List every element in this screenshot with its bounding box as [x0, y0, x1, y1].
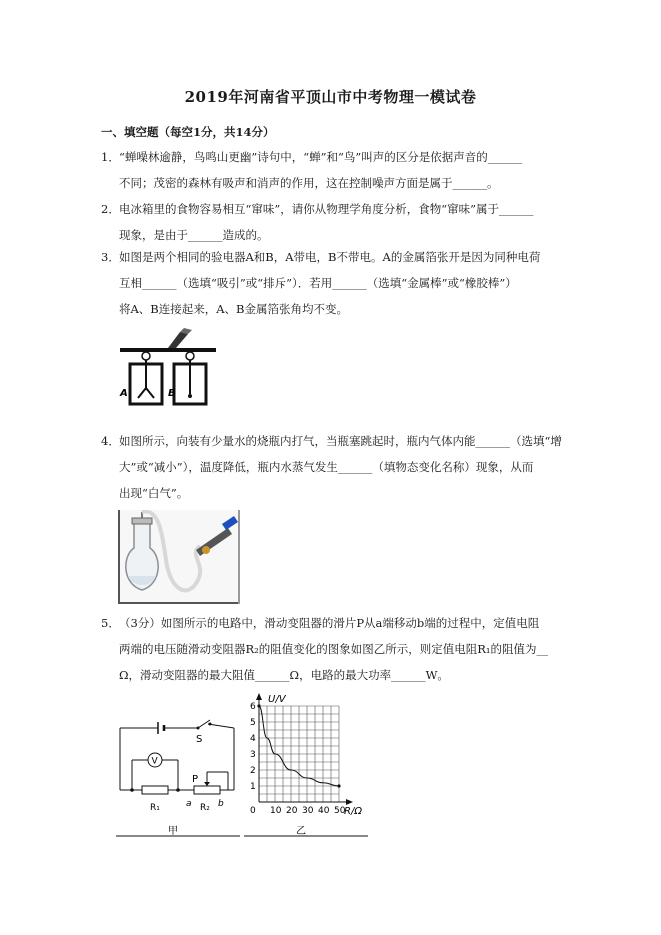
electroscope-a-knob — [142, 352, 150, 360]
label-a: A — [120, 388, 128, 399]
voltage-resistance-chart — [240, 690, 368, 842]
electroscope-figure — [118, 328, 218, 412]
x-axis-label: R/Ω — [344, 806, 362, 817]
slider-arrow-icon — [204, 782, 210, 786]
question-number: 1． — [101, 150, 120, 164]
question-text: 如图所示，向装有少量水的烧瓶内打气，当瓶塞跳起时，瓶内气体内能______（选填“增 — [119, 434, 562, 448]
question-5 — [101, 610, 569, 688]
flask-pump-figure — [118, 510, 240, 604]
y-tick-label: 6 — [250, 702, 256, 712]
chart-grid — [259, 706, 339, 802]
x-tick-label: 30 — [302, 806, 314, 816]
question-text: 两端的电压随滑动变阻器R₂的阻值变化的图象如图乙所示，则定值电阻R₁的阻值为__ — [119, 642, 549, 656]
question-number: 2． — [101, 202, 120, 216]
chart-caption: 乙 — [296, 826, 306, 837]
x-tick-label: 50 — [334, 806, 346, 816]
y-tick-label: 4 — [250, 734, 256, 744]
question-text: “蝉噪林逾静，鸟鸣山更幽”诗句中，“蝉”和“鸟”叫声的区分是依据声音的______ — [119, 150, 523, 164]
r2-label: R₂ — [200, 803, 210, 813]
question-text: 互相______（选填“吸引”或“排斥”）．若用______（选填“金属棒”或“橡胶棒”） — [119, 276, 517, 290]
end-b-label: b — [218, 799, 224, 809]
diagram-caption: 甲 — [168, 826, 178, 837]
x-tick-label: 20 — [286, 806, 298, 816]
rheostat-r2 — [194, 786, 220, 794]
question-text: 现象，是由于______造成的。 — [119, 228, 269, 242]
question-4 — [101, 428, 569, 506]
question-text: 不同；茂密的森林有吸声和消声的作用，这在控制噪声方面是属于______。 — [119, 176, 499, 190]
question-number: 5． — [101, 616, 120, 630]
y-tick-label: 1 — [250, 782, 256, 792]
circuit-diagram — [112, 712, 242, 842]
question-text: （3分）如图所示的电路中，滑动变阻器的滑片P从a端移动b端的过程中，定值电阻 — [119, 616, 540, 630]
switch-label: S — [196, 734, 203, 745]
question-3 — [101, 244, 569, 322]
question-2 — [101, 196, 569, 248]
question-text: Ω，滑动变阻器的最大阻值______Ω，电路的最大功率______W。 — [119, 668, 449, 682]
data-point — [337, 784, 340, 787]
x-tick-label: 0 — [250, 806, 256, 816]
exam-title: 2019年河南省平顶山市中考物理一模试卷 — [184, 88, 477, 106]
question-text: 电冰箱里的食物容易相互“窜味”，请你从物理学角度分析，食物“窜味”属于______ — [119, 202, 534, 216]
question-1 — [101, 144, 569, 196]
end-a-label: a — [186, 799, 192, 809]
question-text: 出现“白气”。 — [119, 486, 189, 500]
connecting-rod — [120, 348, 216, 352]
x-tick-label: 40 — [318, 806, 330, 816]
voltmeter-label: V — [151, 756, 158, 767]
data-point — [257, 704, 260, 707]
slider-label: P — [192, 774, 199, 785]
stopper — [132, 518, 152, 524]
electroscope-b-knob — [186, 352, 194, 360]
resistor-r1 — [142, 786, 168, 794]
x-tick-label: 10 — [270, 806, 282, 816]
section-heading: 一、填空题（每空1分，共14分） — [101, 125, 275, 139]
question-text: 将A、B连接起来，A、B金属箔张角均不变。 — [119, 302, 349, 316]
question-number: 3． — [101, 250, 120, 264]
y-tick-label: 3 — [250, 750, 256, 760]
question-text: 如图是两个相同的验电器A和B，A带电，B不带电。A的金属箔张开是因为同种电荷 — [119, 250, 541, 264]
y-axis-label: U/V — [268, 694, 286, 705]
question-text: 大”或“减小”），温度降低，瓶内水蒸气发生______（填物态变化名称）现象，从而 — [119, 460, 534, 474]
y-tick-label: 2 — [250, 766, 256, 776]
question-number: 4． — [101, 434, 120, 448]
r1-label: R₁ — [150, 803, 160, 813]
label-b: B — [168, 388, 176, 399]
y-tick-label: 5 — [250, 718, 256, 728]
electroscope-b-leaves — [188, 394, 192, 398]
